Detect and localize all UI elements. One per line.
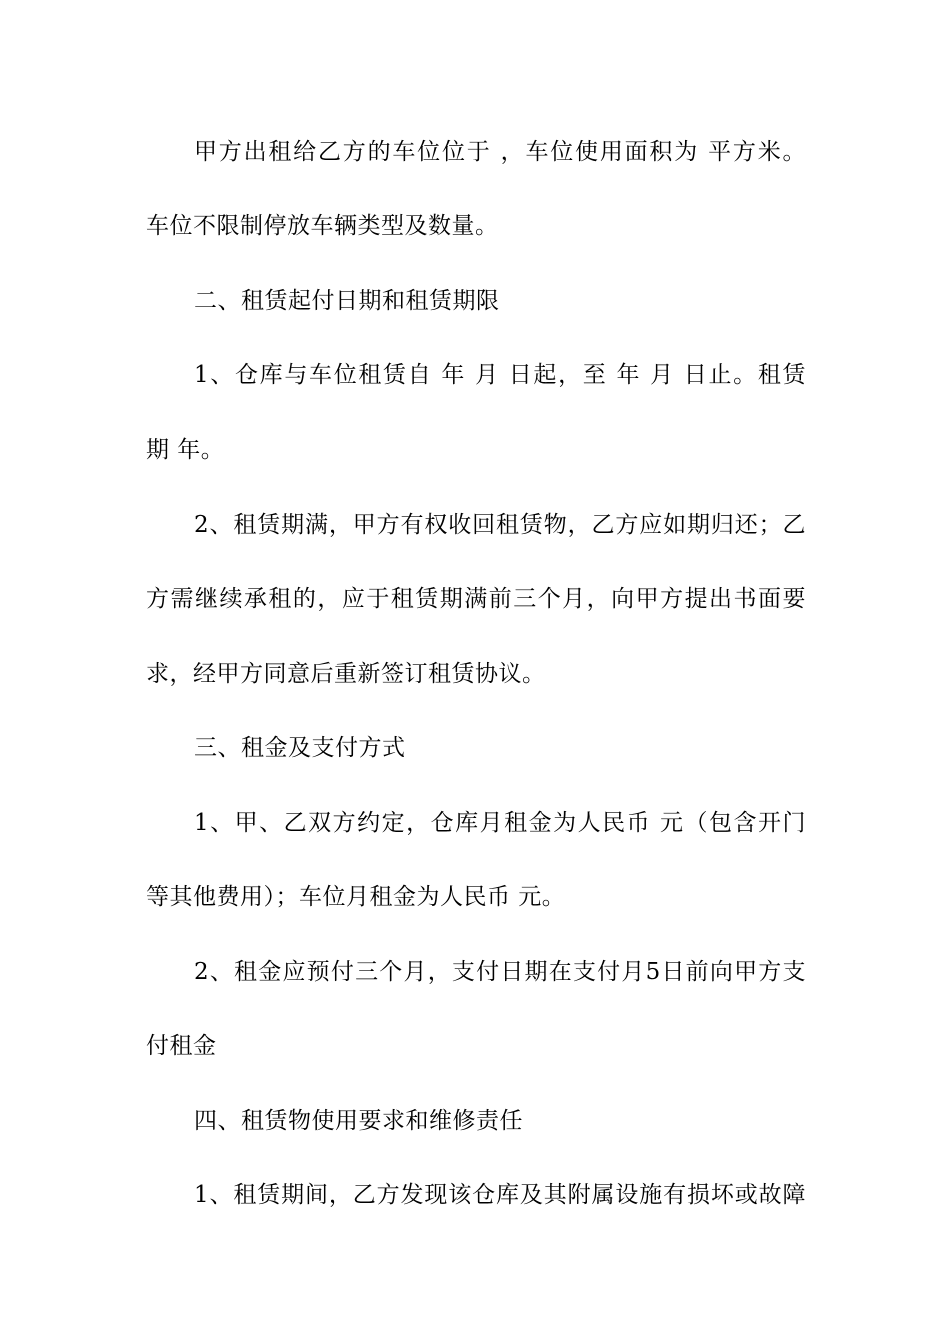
clause-monthly-rent-continuation: 等其他费用）；车位月租金为人民币 元。 [146,884,566,910]
clause-lease-dates-line: 1、仓库与车位租赁自 年 月 日起，至 年 月 日止。租赁 [194,362,806,388]
clause-damage-report-line: 1、租赁期间，乙方发现该仓库及其附属设施有损坏或故障 [194,1182,806,1208]
clause-prepayment-continuation: 付租金 [146,1033,217,1059]
paragraph-parking-location-line: 甲方出租给乙方的车位位于 ，车位使用面积为 平方米。 [194,139,806,165]
section-heading-rent-payment: 三、租金及支付方式 [194,735,406,761]
section-heading-usage-maintenance: 四、租赁物使用要求和维修责任 [194,1108,523,1134]
clause-lease-expiry-continuation-2: 求，经甲方同意后重新签订租赁协议。 [146,661,546,687]
paragraph-parking-location-continuation: 车位不限制停放车辆类型及数量。 [146,213,499,239]
clause-lease-expiry-continuation-1: 方需继续承租的，应于租赁期满前三个月，向甲方提出书面要 [146,586,806,612]
clause-lease-expiry-line: 2、租赁期满，甲方有权收回租赁物，乙方应如期归还；乙 [194,512,806,538]
clause-prepayment-line: 2、租金应预付三个月，支付日期在支付月5日前向甲方支 [194,959,806,985]
clause-lease-dates-continuation: 期 年。 [146,437,225,463]
section-heading-lease-term: 二、租赁起付日期和租赁期限 [194,288,500,314]
clause-monthly-rent-line: 1、甲、乙双方约定，仓库月租金为人民币 元（包含开门 [194,810,806,836]
